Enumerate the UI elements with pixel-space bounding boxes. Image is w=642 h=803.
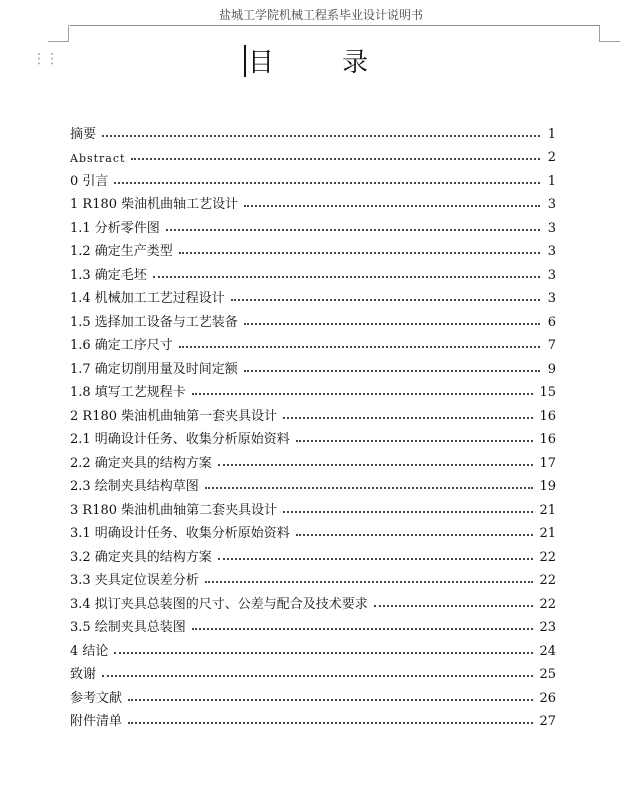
toc-entry-page: 17 (539, 455, 556, 471)
toc-entry-page: 22 (539, 573, 556, 588)
toc-entry-page: 15 (539, 385, 556, 400)
toc-leader-dots (283, 510, 533, 513)
toc-entry-label: 摘要 (70, 126, 97, 142)
toc-title[interactable]: 目 录 (247, 48, 399, 78)
toc-entry-page: 2 (547, 150, 556, 165)
toc-leader-dots (153, 275, 540, 278)
table-of-contents (70, 118, 556, 729)
toc-leader-dots (244, 204, 540, 207)
text-cursor (244, 45, 246, 77)
toc-entry[interactable] (70, 165, 556, 189)
toc-entry-label: 2 R180 柴油机曲轴第一套夹具设计 (70, 408, 278, 424)
toc-leader-dots (131, 157, 540, 160)
toc-entry[interactable] (70, 259, 556, 283)
toc-leader-dots (114, 651, 533, 654)
toc-entry-label: 4 结论 (70, 643, 109, 659)
toc-entry-label: 2.1 明确设计任务、收集分析原始资料 (70, 432, 290, 447)
header-corner-right (599, 25, 620, 42)
toc-leader-dots (192, 627, 534, 630)
drag-handle-icon[interactable]: ⋮⋮ (32, 51, 58, 67)
toc-entry[interactable] (70, 682, 556, 706)
toc-entry-page: 24 (539, 643, 556, 659)
toc-entry[interactable] (70, 377, 556, 401)
toc-entry[interactable] (70, 565, 556, 589)
toc-entry-label: 参考文献 (70, 690, 123, 706)
toc-entry-label: 1.1 分析零件图 (70, 220, 160, 236)
toc-entry-page: 6 (547, 314, 556, 330)
toc-entry-page: 1 (547, 173, 556, 189)
toc-entry-label: 1.6 确定工序尺寸 (70, 338, 173, 353)
toc-leader-dots (205, 580, 534, 583)
header-divider (70, 25, 600, 26)
toc-entry-page: 19 (539, 479, 556, 494)
toc-entry-label: 0 引言 (70, 173, 109, 189)
page-header-text: 盐城工学院机械工程系毕业设计说明书 (218, 8, 423, 22)
toc-entry[interactable] (70, 306, 556, 330)
header-corner-left (48, 25, 69, 42)
toc-leader-dots (102, 134, 540, 137)
toc-entry-label: 3.3 夹具定位误差分析 (70, 573, 199, 588)
toc-entry[interactable] (70, 283, 556, 307)
toc-entry[interactable] (70, 400, 556, 424)
toc-entry-label: 2.3 绘制夹具结构草图 (70, 479, 199, 494)
title-block (0, 42, 642, 79)
toc-entry-label: 1.8 填写工艺规程卡 (70, 385, 186, 400)
toc-leader-dots (179, 251, 540, 254)
toc-entry-label: 1.2 确定生产类型 (70, 244, 173, 259)
toc-entry-page: 16 (539, 432, 556, 447)
toc-entry-label: 3 R180 柴油机曲轴第二套夹具设计 (70, 502, 278, 518)
toc-entry[interactable] (70, 353, 556, 377)
toc-leader-dots (244, 369, 540, 372)
toc-entry-page: 22 (539, 596, 556, 612)
toc-entry-label: 致谢 (70, 667, 97, 682)
toc-entry-page: 21 (539, 502, 556, 518)
toc-entry-label: 1.3 确定毛坯 (70, 267, 147, 283)
toc-entry-page: 7 (547, 338, 556, 353)
toc-entry-page: 27 (539, 714, 556, 729)
toc-entry[interactable] (70, 471, 556, 495)
toc-entry-page: 22 (539, 549, 556, 565)
toc-leader-dots (231, 298, 540, 301)
toc-entry[interactable] (70, 494, 556, 518)
toc-leader-dots (166, 228, 540, 231)
toc-entry-page: 3 (547, 220, 556, 236)
toc-entry-page: 26 (539, 690, 556, 706)
toc-leader-dots (283, 416, 533, 419)
toc-leader-dots (374, 604, 534, 607)
toc-entry-label: Abstract (70, 152, 126, 165)
toc-leader-dots (296, 533, 534, 536)
toc-entry[interactable] (70, 635, 556, 659)
toc-leader-dots (128, 698, 533, 701)
toc-entry-label: 1.5 选择加工设备与工艺装备 (70, 314, 238, 330)
toc-entry-page: 3 (547, 244, 556, 259)
toc-entry-page: 3 (547, 197, 556, 212)
toc-entry-page: 3 (547, 291, 556, 306)
toc-leader-dots (244, 322, 540, 325)
toc-leader-dots (296, 439, 534, 442)
toc-entry[interactable] (70, 424, 556, 448)
toc-entry-label: 2.2 确定夹具的结构方案 (70, 455, 212, 471)
toc-entry-label: 1 R180 柴油机曲轴工艺设计 (70, 197, 239, 212)
toc-leader-dots (102, 674, 533, 677)
toc-entry[interactable] (70, 212, 556, 236)
toc-leader-dots (179, 345, 540, 348)
toc-entry-label: 3.1 明确设计任务、收集分析原始资料 (70, 526, 290, 541)
toc-leader-dots (114, 181, 540, 184)
toc-entry[interactable] (70, 659, 556, 683)
toc-entry[interactable] (70, 518, 556, 542)
toc-entry[interactable] (70, 612, 556, 636)
toc-leader-dots (128, 721, 533, 724)
toc-leader-dots (205, 486, 534, 489)
toc-entry[interactable] (70, 236, 556, 260)
toc-entry[interactable] (70, 330, 556, 354)
toc-entry[interactable] (70, 189, 556, 213)
toc-entry-page: 21 (539, 526, 556, 541)
toc-entry-label: 3.4 拟订夹具总装图的尺寸、公差与配合及技术要求 (70, 596, 368, 612)
toc-entry[interactable] (70, 447, 556, 471)
toc-entry-page: 16 (539, 408, 556, 424)
toc-entry[interactable] (70, 588, 556, 612)
toc-entry[interactable] (70, 706, 556, 730)
toc-entry-label: 1.7 确定切削用量及时间定额 (70, 361, 238, 377)
toc-entry-label: 附件清单 (70, 714, 123, 729)
toc-entry[interactable] (70, 541, 556, 565)
toc-entry-page: 1 (547, 126, 556, 142)
toc-entry-label: 1.4 机械加工工艺过程设计 (70, 291, 225, 306)
toc-entry-label: 3.2 确定夹具的结构方案 (70, 549, 212, 565)
toc-entry-page: 25 (539, 667, 556, 682)
toc-entry-label: 3.5 绘制夹具总装图 (70, 620, 186, 635)
toc-entry-page: 3 (547, 267, 556, 283)
toc-entry-page: 9 (547, 361, 556, 377)
toc-entry[interactable] (70, 142, 556, 166)
toc-leader-dots (192, 392, 534, 395)
toc-leader-dots (218, 557, 534, 560)
toc-entry[interactable] (70, 118, 556, 142)
toc-leader-dots (218, 463, 534, 466)
toc-entry-page: 23 (539, 620, 556, 635)
